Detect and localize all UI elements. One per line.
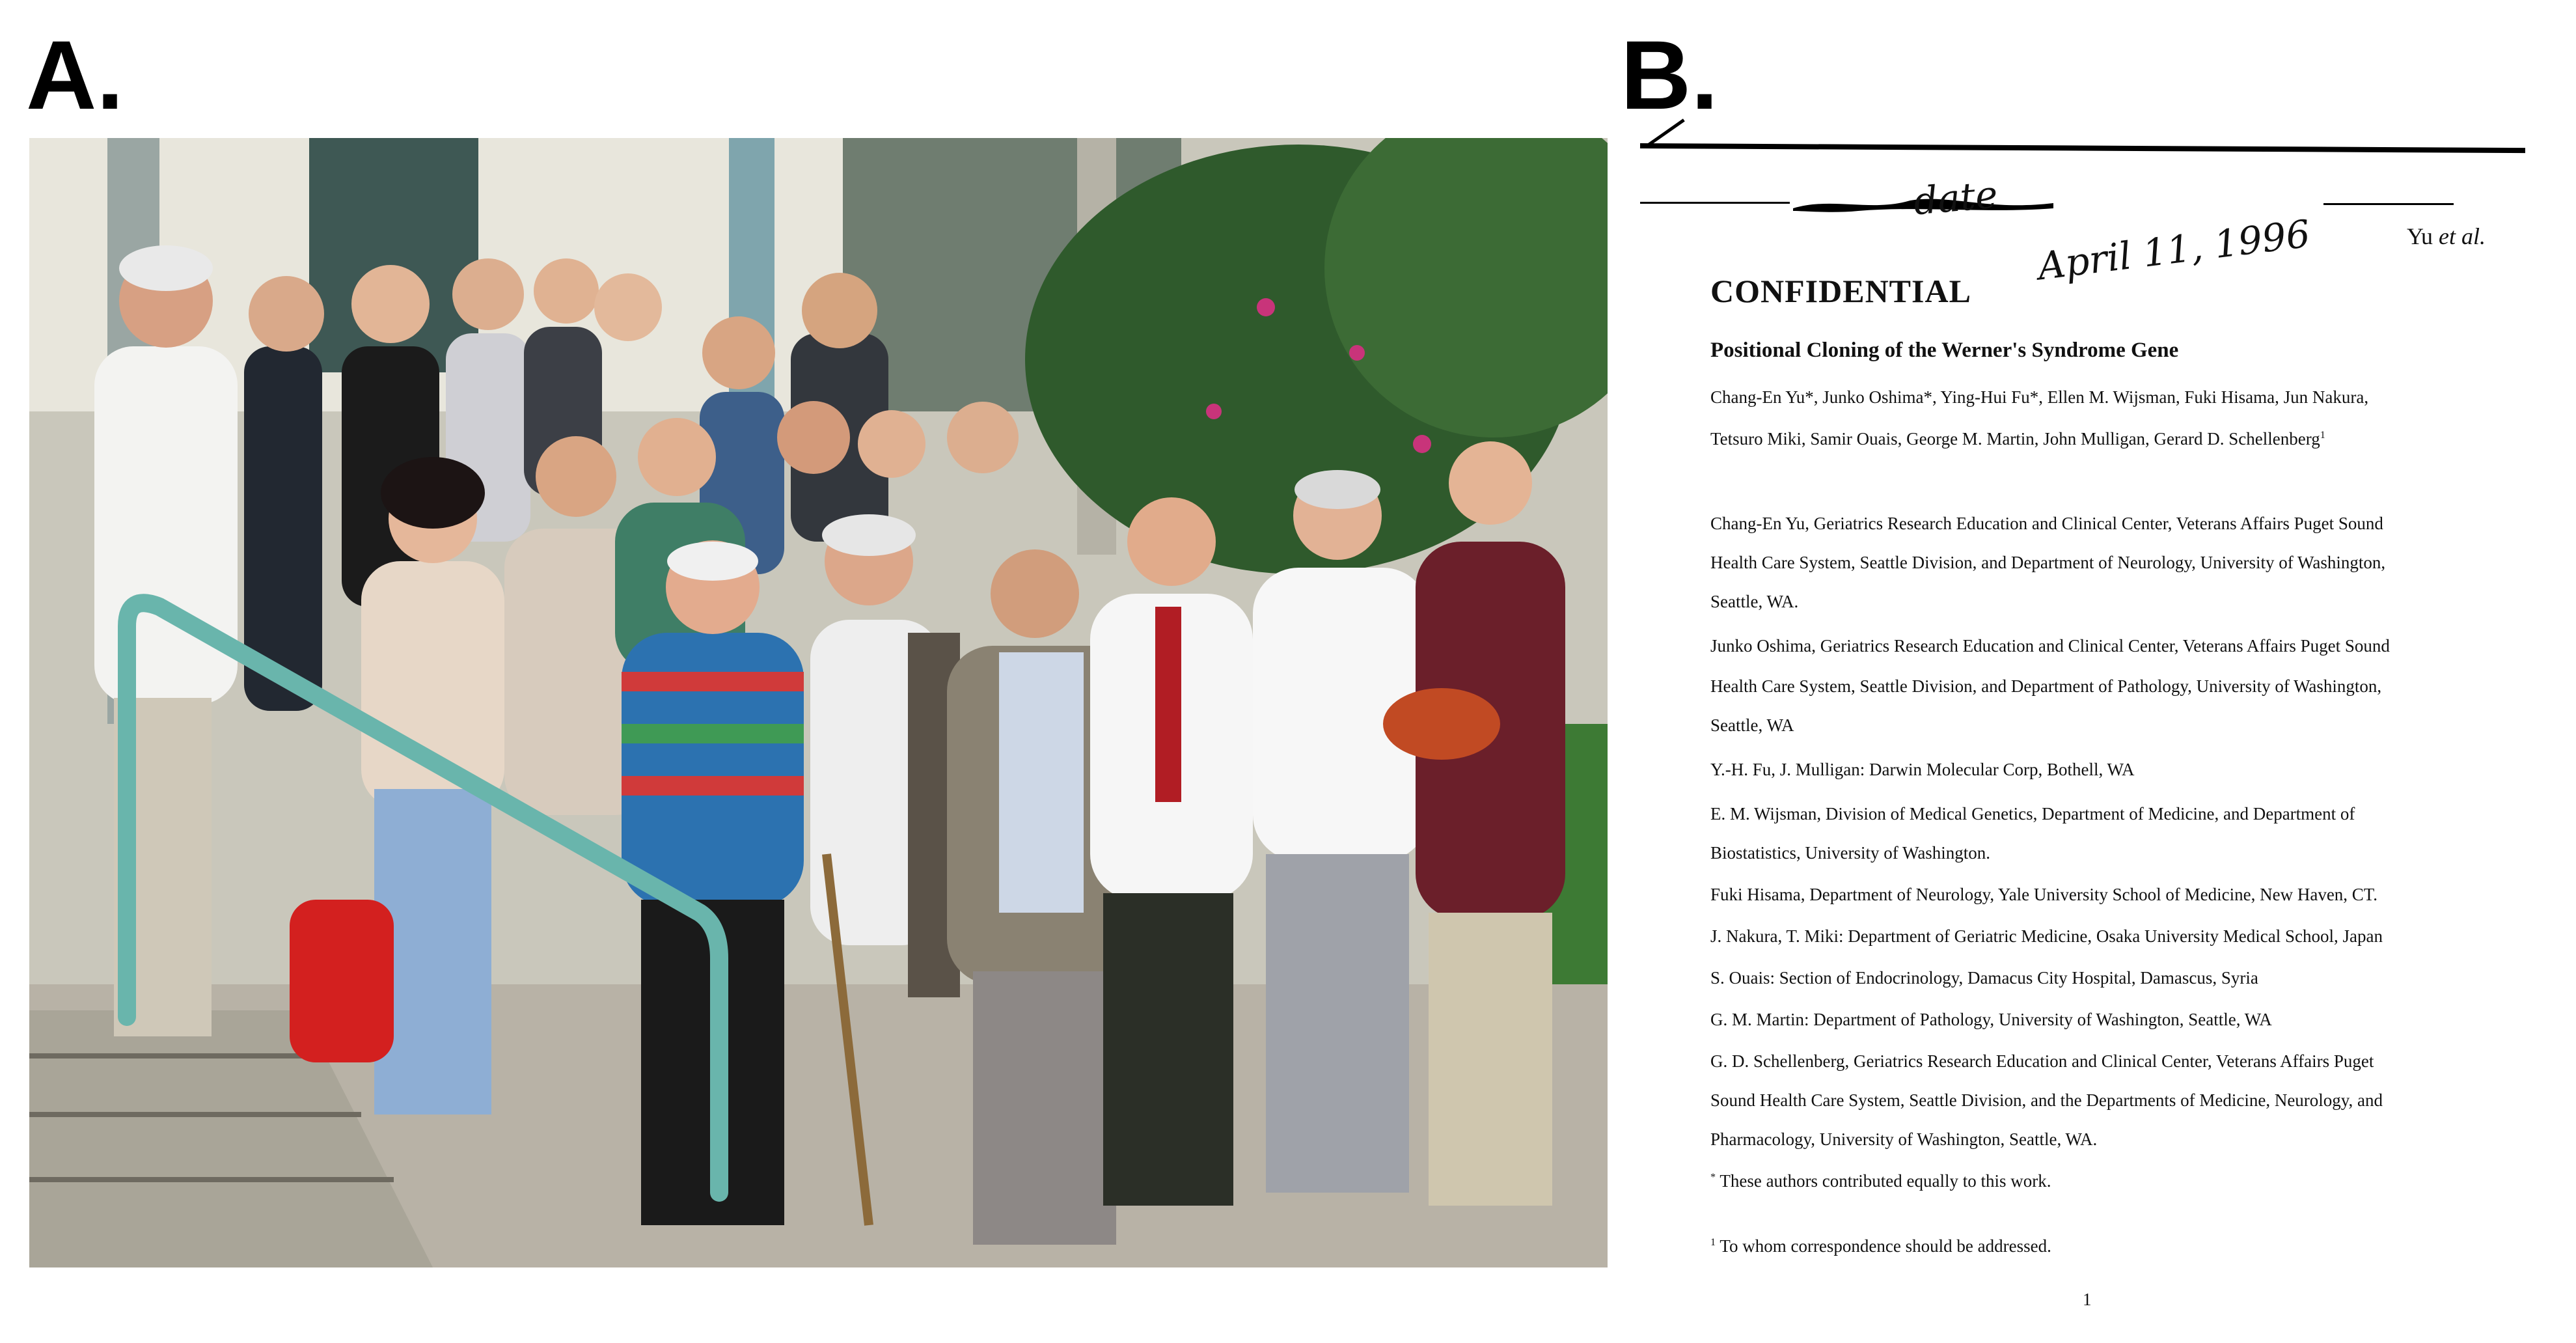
flower [1257, 298, 1275, 316]
affiliation-line: Health Care System, Seattle Division, and Department of Neurology, University of Washington, [1710, 553, 2386, 572]
footnote-equal-mark: * [1710, 1171, 1716, 1183]
affiliation-line: Seattle, WA. [1710, 592, 1799, 611]
corresponding-mark: 1 [2320, 429, 2325, 441]
affiliation-line: E. M. Wijsman, Division of Medical Genetics, Department of Medicine, and Department of [1710, 804, 2355, 824]
second-rule-left [1640, 202, 1790, 204]
handwritten-date: April 11, 1996 [2035, 211, 2313, 289]
paper-title: Positional Cloning of the Werner's Syndrome Gene [1710, 339, 2179, 362]
footnote-equal-text: These authors contributed equally to this work. [1720, 1171, 2051, 1191]
footnote-equal-contribution [1710, 1170, 2051, 1191]
flower [1349, 345, 1365, 361]
group-photo-drawing [29, 138, 1608, 1267]
affiliation-line: G. M. Martin: Department of Pathology, University of Washington, Seattle, WA [1710, 1010, 2272, 1029]
group-photo [29, 138, 1608, 1267]
page-number: 1 [2083, 1290, 2092, 1309]
manuscript-page [1627, 124, 2551, 1335]
footnote-corr-text: To whom correspondence should be addressed. [1720, 1236, 2051, 1256]
affiliation-line: Pharmacology, University of Washington, Seattle, WA. [1710, 1129, 2098, 1149]
handwritten-date-label: date [1911, 172, 2000, 224]
panel-a-label: A. [26, 20, 124, 130]
affiliation-line: Junko Oshima, Geriatrics Research Education and Clinical Center, Veterans Affairs Puget Sound [1710, 636, 2390, 656]
affiliation-line: Health Care System, Seattle Division, and Department of Pathology, University of Washington, [1710, 676, 2382, 696]
affiliation-line: Seattle, WA [1710, 715, 1794, 735]
running-author-name: Yu [2407, 223, 2433, 249]
flower [1206, 404, 1222, 419]
panel-b-label: B. [1621, 20, 1718, 130]
affiliation-line: S. Ouais: Section of Endocrinology, Damacus City Hospital, Damascus, Syria [1710, 968, 2258, 988]
top-rule [1640, 143, 2525, 153]
running-author-suffix: et al. [2439, 223, 2486, 249]
affiliation-line: Chang-En Yu, Geriatrics Research Education and Clinical Center, Veterans Affairs Puget Sound [1710, 514, 2383, 533]
flower [1413, 435, 1431, 453]
affiliation-line: J. Nakura, T. Miki: Department of Geriatric Medicine, Osaka University Medical School, Japan [1710, 926, 2383, 946]
authors-line-2 [1710, 428, 2325, 449]
authors-line-2-text: Tetsuro Miki, Samir Ouais, George M. Martin, John Mulligan, Gerard D. Schellenberg [1710, 429, 2320, 449]
footnote-corr-mark: 1 [1710, 1236, 1716, 1248]
second-rule-right [2323, 203, 2454, 205]
affiliation-line: G. D. Schellenberg, Geriatrics Research Education and Clinical Center, Veterans Affairs Puget [1710, 1051, 2374, 1071]
affiliation-line: Sound Health Care System, Seattle Division, and the Departments of Medicine, Neurology, and [1710, 1090, 2383, 1110]
running-author [2407, 223, 2486, 250]
affiliation-line: Biostatistics, University of Washington. [1710, 843, 1991, 863]
confidential-heading: CONFIDENTIAL [1710, 273, 1971, 309]
affiliation-line: Fuki Hisama, Department of Neurology, Yale University School of Medicine, New Haven, CT. [1710, 885, 2378, 904]
affiliation-line: Y.-H. Fu, J. Mulligan: Darwin Molecular Corp, Bothell, WA [1710, 760, 2135, 779]
footnote-correspondence [1710, 1236, 2051, 1256]
authors-line-1: Chang-En Yu*, Junko Oshima*, Ying-Hui Fu*, Ellen M. Wijsman, Fuki Hisama, Jun Nakura, [1710, 387, 2369, 407]
